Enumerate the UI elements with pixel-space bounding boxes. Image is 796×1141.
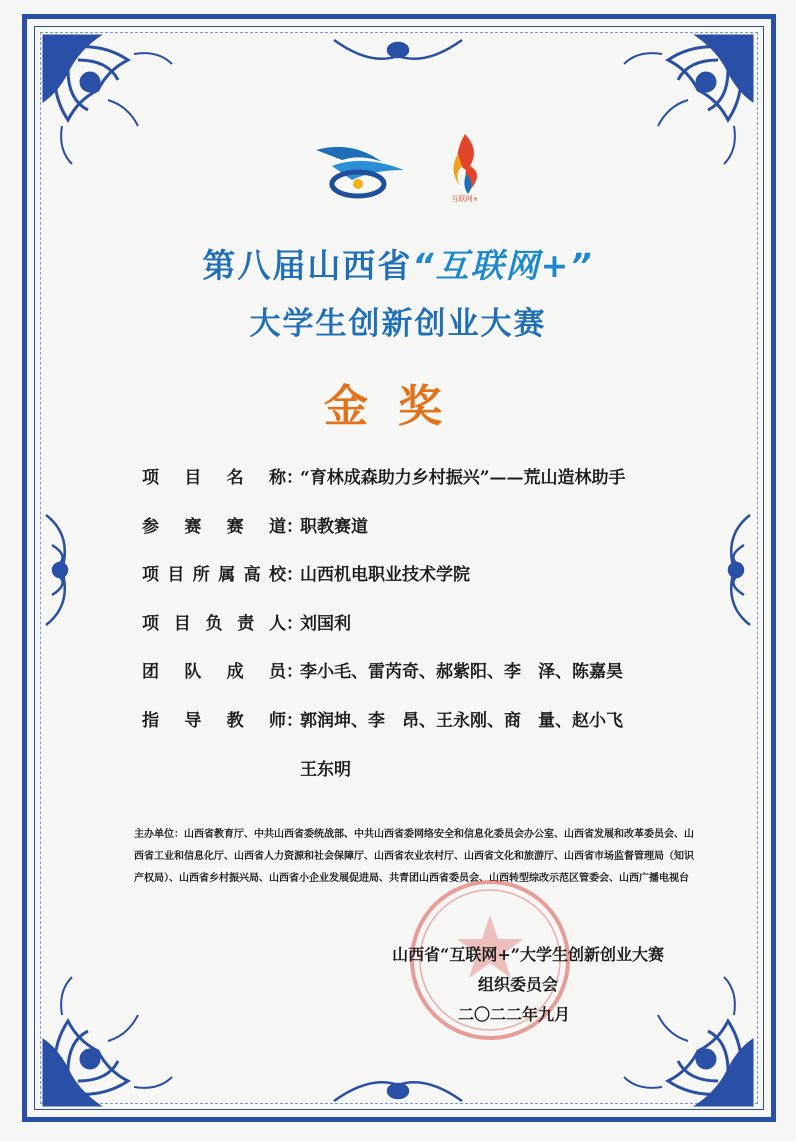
top-ornament-icon — [330, 36, 466, 70]
logo-caption: 互联网+ — [451, 195, 479, 203]
field-value: 刘国利 — [300, 614, 351, 634]
field-value: 职教赛道 — [300, 517, 368, 537]
issuer-committee: 组织委员会 — [478, 975, 559, 994]
hosts-text: 山西省教育厅、中共山西省委统战部、中共山西省委网络安全和信息化委员会办公室、山西省发展和改革委员会、山西省工业和信息化厅、山西省人力资源和社会保障厅、山西省农业农村厅、山西省文化和旅游厅、山西省市场监督管理局（知识产权局）、山西省乡村振兴局、山西省小企业发展促进局、共青团山西省委员会、山西转型综改示范区管委会、山西广播电视台 — [134, 829, 694, 884]
title-line-2: 大学生创新创业大赛 — [249, 306, 547, 342]
title-prefix: 第八届山西省 — [202, 246, 413, 285]
field-value: 李小毛、雷芮奇、郝紫阳、李 泽、陈嘉昊 — [300, 662, 623, 682]
side-ornament-icon — [714, 505, 754, 635]
field-label: 项目负责人 — [142, 614, 286, 634]
field-label: 项目名称 — [142, 468, 286, 488]
title-line-1 — [0, 240, 796, 287]
side-ornament-icon — [42, 505, 82, 635]
field-advisors: 指导教师：郭润坤、李 昂、王永刚、商 量、赵小飞 — [142, 706, 623, 734]
field-label: 团队成员 — [142, 662, 286, 682]
field-value: 郭润坤、李 昂、王永刚、商 量、赵小飞 — [300, 711, 623, 731]
field-value: 王东明 — [300, 760, 351, 780]
field-school: 项目所属高校：山西机电职业技术学院 — [142, 560, 470, 588]
hosts-label: 主办单位： — [134, 829, 184, 840]
title-highlight: “互联网+” — [412, 246, 594, 285]
competition-logo-icon — [312, 140, 408, 202]
field-label: 项目所属高校 — [142, 565, 286, 585]
field-label: 指导教师 — [142, 711, 286, 731]
field-value: 山西机电职业技术学院 — [300, 565, 470, 585]
field-track: 参赛赛道：职教赛道 — [142, 512, 368, 540]
field-advisors-extra — [300, 755, 351, 783]
bottom-ornament-icon — [330, 1071, 466, 1105]
corner-ornament-icon — [618, 30, 758, 170]
corner-ornament-icon — [38, 971, 178, 1111]
issue-date: 二〇二二年九月 — [458, 1005, 571, 1024]
field-project-name: 项目名称：“育林成森助力乡村振兴”——荒山造林助手 — [142, 463, 626, 491]
issuer-name: 山西省“互联网+”大学生创新创业大赛 — [392, 945, 664, 964]
field-team: 团队成员：李小毛、雷芮奇、郝紫阳、李 泽、陈嘉昊 — [142, 657, 623, 685]
field-label: 参赛赛道 — [142, 517, 286, 537]
issuer-block — [300, 942, 700, 1032]
corner-ornament-icon — [38, 30, 178, 170]
field-leader: 项目负责人：刘国利 — [142, 609, 351, 637]
award-title: 金奖 — [324, 381, 472, 432]
field-value: “育林成森助力乡村振兴”——荒山造林助手 — [300, 468, 626, 488]
